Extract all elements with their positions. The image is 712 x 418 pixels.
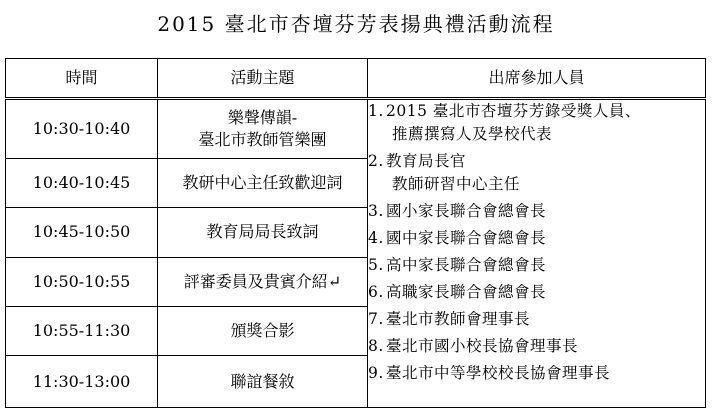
attendee-subtext: 教師研習中心主任 [392,175,521,193]
attendee-item [368,100,705,146]
attendee-number: 4. [368,229,384,247]
attendee-text: 2015 臺北市杏壇芬芳錄受獎人員、 [386,102,641,120]
attendee-number: 3. [368,202,384,220]
attendees-cell [368,99,706,408]
attendee-text: 教育局長官 [386,152,467,170]
row-topic: 教研中心主任致歡迎詞 [158,158,368,207]
attendee-item [368,254,705,277]
attendee-number: 6. [368,283,384,301]
attendee-text: 高職家長聯合會總會長 [386,283,547,301]
table-row [6,99,706,159]
attendee-text: 臺北市中等學校校長協會理事長 [386,364,611,382]
attendee-item [368,227,705,250]
attendee-text: 臺北市國小校長協會理事長 [386,337,579,355]
attendee-number: 9. [368,364,384,382]
attendee-text: 國小家長聯合會總會長 [386,202,547,220]
attendee-subtext: 推薦撰寫人及學校代表 [392,125,553,143]
row-time: 10:30-10:40 [6,99,158,159]
attendee-item [368,308,705,331]
row-time: 10:40-10:45 [6,158,158,207]
attendee-number: 7. [368,310,384,328]
attendee-number: 8. [368,337,384,355]
attendee-number: 2. [368,152,384,170]
attendee-number: 5. [368,256,384,274]
schedule-table [5,58,706,408]
row-topic: 評審委員及貴賓介紹↵ [158,257,368,306]
row-time: 10:50-10:55 [6,257,158,306]
attendee-item [368,150,705,196]
row-time: 10:45-10:50 [6,208,158,257]
row-topic: 教育局局長致詞 [158,208,368,257]
header-attendees: 出席參加人員 [368,59,706,99]
attendee-number: 1. [368,102,384,120]
header-time: 時間 [6,59,158,99]
attendee-item [368,362,705,385]
attendee-item [368,281,705,304]
row-topic: 頒獎合影 [158,306,368,355]
header-topic: 活動主題 [158,59,368,99]
row-topic-line: 樂聲傳韻- [227,107,298,127]
attendee-item [368,335,705,358]
attendee-item [368,200,705,223]
row-topic: 聯誼餐敘 [158,356,368,408]
attendee-text: 高中家長聯合會總會長 [386,256,547,274]
row-time: 10:55-11:30 [6,306,158,355]
row-topic-line: 臺北市教師管樂團 [198,129,327,149]
row-time: 11:30-13:00 [6,356,158,408]
row-topic [158,99,368,159]
attendee-text: 國中家長聯合會總會長 [386,229,547,247]
attendee-text: 臺北市教師會理事長 [386,310,531,328]
page-title: 2015 臺北市杏壇芬芳表揚典禮活動流程 [157,12,555,36]
table-header-row [6,59,706,99]
